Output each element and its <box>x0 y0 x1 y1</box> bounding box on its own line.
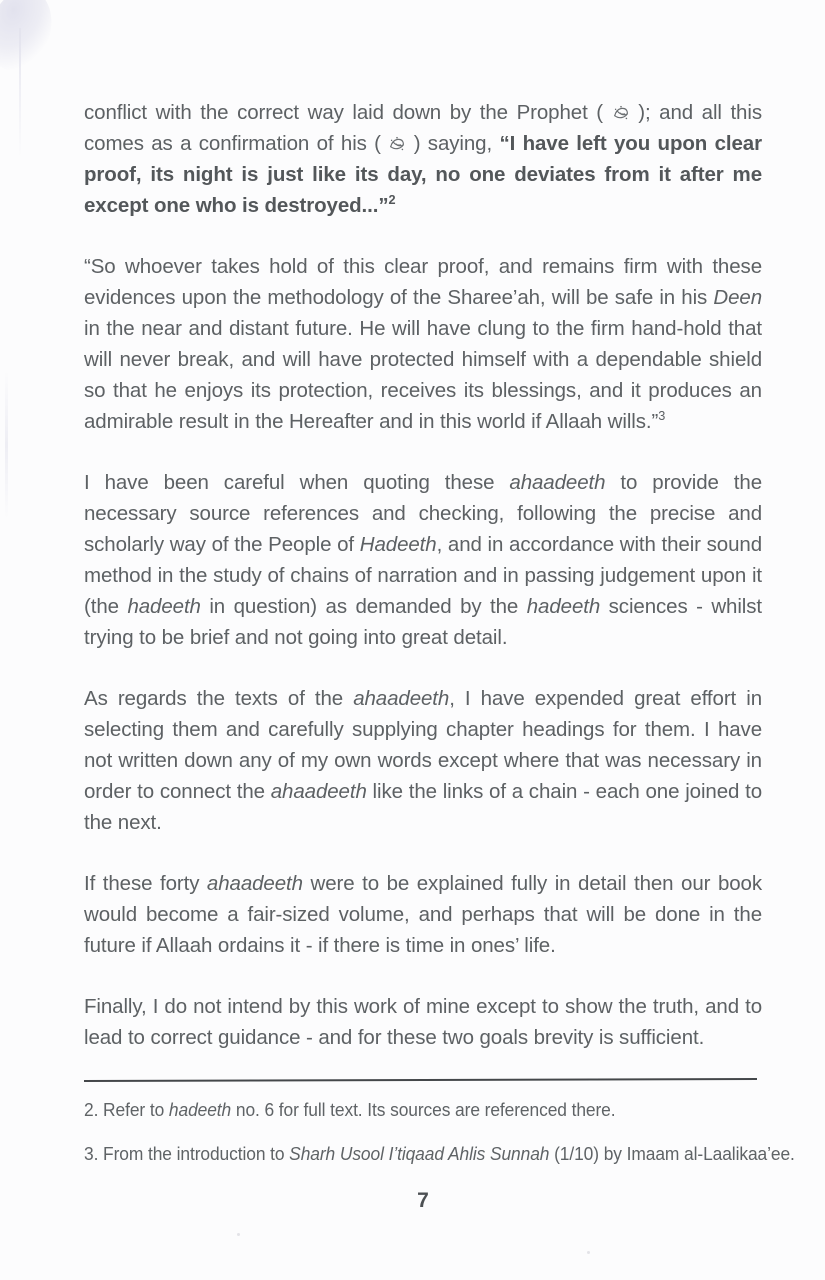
text-run: Deen <box>713 286 762 309</box>
page-number: 7 <box>417 1189 429 1212</box>
text-run: 3. From the introduction to <box>84 1143 290 1164</box>
scan-edge-streak-artifact <box>5 370 8 520</box>
text-run: ); and all this comes as a confirmation of his ( <box>84 101 762 155</box>
text-run: 3 <box>658 408 666 424</box>
body-paragraph <box>84 97 762 221</box>
body-paragraph <box>84 868 762 961</box>
text-run: ahaadeeth <box>206 872 303 895</box>
text-run: ahaadeeth <box>270 780 367 803</box>
text-run: in question) as demanded by the <box>200 595 527 618</box>
text-run: ) saying, <box>413 132 500 155</box>
text-run: hadeeth <box>127 595 201 618</box>
text-run: hadeeth <box>168 1099 232 1120</box>
body-paragraph <box>84 991 762 1053</box>
text-run: , I have expended great effort in selecting them and carefully supplying chapter headings for them. I have not written down any of my own words except where that was necessary in order to connect the <box>84 687 762 803</box>
scan-edge-line-artifact <box>19 28 21 158</box>
text-run: hadeeth <box>526 595 601 618</box>
text-run: were to be explained fully in detail then our book would become a fair-sized volume, and perhaps that will be done in the future if Allaah ordains it - if there is time in ones’ life. <box>84 872 763 957</box>
text-run: to provide the necessary source references and checking, following the precise and scholarly way of the People of <box>84 471 762 556</box>
footnote-divider <box>84 1078 757 1082</box>
text-run: conflict with the correct way laid down by the Prophet ( <box>84 101 603 124</box>
text-run: “I have left you upon clear proof, its night is just like its day, no one deviates from it after me except one who is destroyed...” <box>84 132 762 217</box>
salutation-icon <box>612 104 630 122</box>
body-paragraph <box>84 683 762 838</box>
page-body <box>84 97 795 1167</box>
scan-speck <box>237 1233 240 1236</box>
text-run: , and in accordance with their sound method in the study of chains of narration and in passing judgement upon it (the <box>84 533 762 618</box>
text-run: If these forty <box>84 872 207 895</box>
salutation-icon <box>388 135 406 153</box>
footnote <box>84 1141 795 1167</box>
text-run: Hadeeth <box>359 533 437 556</box>
text-run: sciences - whilst trying to be brief and not going into great detail. <box>84 595 762 649</box>
text-run: 2. Refer to <box>84 1099 169 1120</box>
text-run: (1/10) by Imaam al-Laalikaa’ee. <box>549 1143 795 1164</box>
text-run: 2 <box>388 192 396 208</box>
scan-speck <box>587 1251 590 1254</box>
text-run: like the links of a chain - each one joined to the next. <box>84 780 762 834</box>
footnote <box>84 1097 762 1123</box>
text-run: ahaadeeth <box>509 471 606 494</box>
text-run: Sharh Usool I’tiqaad Ahlis Sunnah <box>289 1143 550 1164</box>
body-paragraph <box>84 251 762 437</box>
text-run: As regards the texts of the <box>84 687 354 710</box>
text-run: in the near and distant future. He will have clung to the firm hand-hold that will never break, and will have protected himself with a dependable shield so that he enjoys its protection, receives its blessings, and it produces an admirable result in the Hereafter and in this world if Allaah wills.” <box>84 317 762 433</box>
text-run: Finally, I do not intend by this work of mine except to show the truth, and to lead to correct guidance - and for these two goals brevity is sufficient. <box>84 995 762 1049</box>
text-run: I have been careful when quoting these <box>84 471 510 494</box>
text-run: ahaadeeth <box>353 687 450 710</box>
text-run: “So whoever takes hold of this clear proof, and remains firm with these evidences upon the methodology of the Sharee’ah, will be safe in his <box>84 255 762 309</box>
body-paragraph <box>84 467 762 653</box>
scan-corner-artifact <box>0 0 62 79</box>
text-run: no. 6 for full text. Its sources are referenced there. <box>231 1099 616 1120</box>
